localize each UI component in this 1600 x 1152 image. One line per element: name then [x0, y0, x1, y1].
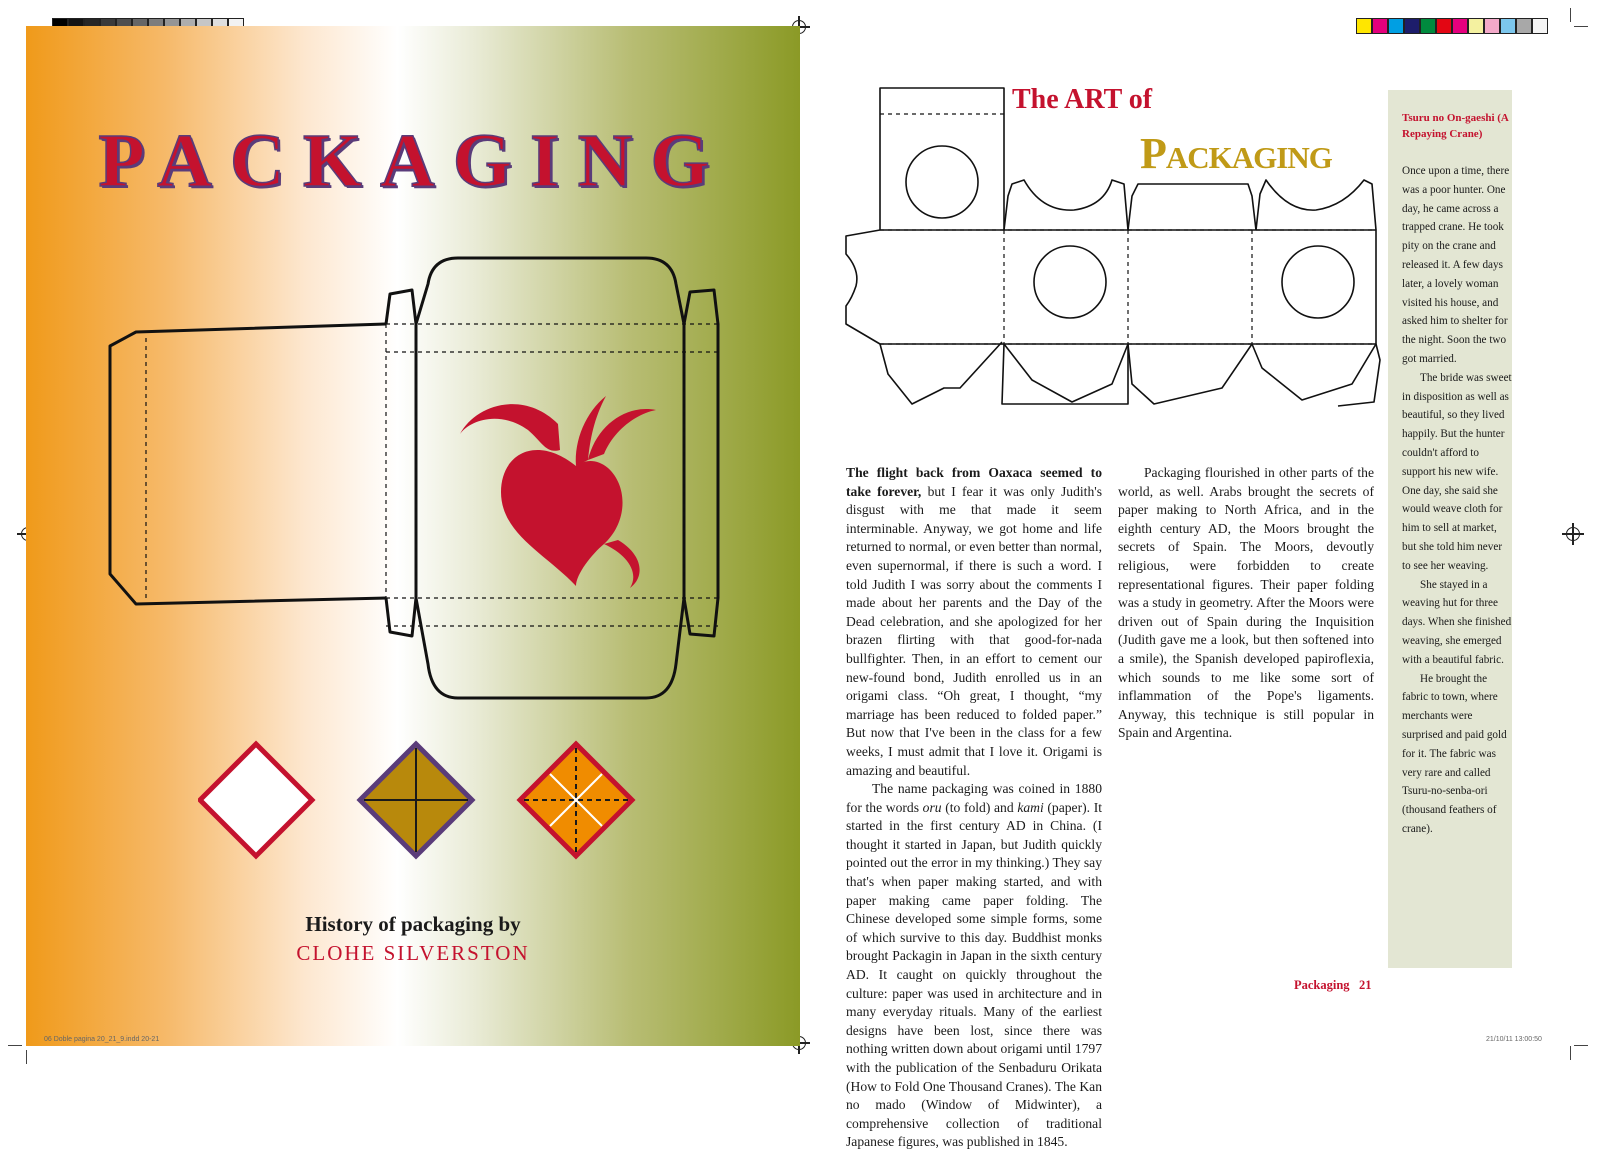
box-net-diagram [106, 254, 726, 704]
swirl-heart-icon [460, 396, 656, 588]
byline-prefix: History of packaging by [305, 912, 521, 936]
crop-mark [26, 1050, 27, 1064]
headline-top: The ART of [1012, 84, 1153, 115]
sidebar-title: Tsuru no On-gaeshi (A Repaying Crane) [1402, 112, 1509, 140]
diamond-row [198, 740, 638, 860]
color-swatch [1388, 18, 1404, 34]
sidebar-body [1402, 162, 1512, 839]
page-title: PACKAGING [98, 119, 728, 203]
color-swatch [1500, 18, 1516, 34]
sidebar-paragraph: The bride was sweet in disposition as well as beautiful, so they lived happily. But the hunter couldn't afford to support his new wife. One day, she said she would weave cloth for him to sell at market, but she told him never to see her weaving. [1402, 371, 1512, 572]
diamond-cross-icon [360, 744, 472, 856]
page-number: 21 [1358, 978, 1372, 992]
slug-right: 21/10/11 13:00:50 [1486, 1036, 1542, 1043]
slug-left: 06 Doble pagina 20_21_9.indd 20-21 [44, 1036, 160, 1043]
crop-mark [1570, 8, 1571, 22]
color-swatch [1420, 18, 1436, 34]
author-name: CLOHE SILVERSTON [296, 941, 530, 965]
article-text: The name packaging was coined in 1880 for the words [846, 781, 1102, 815]
color-swatch [1436, 18, 1452, 34]
diamond-star-icon [520, 744, 632, 856]
article-text: (to fold) and [941, 799, 1018, 815]
crop-mark [1570, 1046, 1571, 1060]
folio [1294, 978, 1371, 993]
crop-mark [8, 1045, 22, 1046]
color-swatch [1484, 18, 1500, 34]
sidebar-paragraph: Once upon a time, there was a poor hunter. One day, he came across a trapped crane. He took pity on the crane and released it. A few days later, a lovely woman visited his house, and asked him to shelter for the night. Soon the two got married. [1402, 165, 1510, 365]
sidebar-paragraph: She stayed in a weaving hut for three days. When she finished weaving, she emerged with a beautiful fabric. [1402, 578, 1512, 666]
left-page [26, 26, 800, 1046]
sidebar-paragraph: He brought the fabric to town, where merchants were surprised and paid gold for it. The fabric was very rare and called Tsuru-no-senba-ori (thousand feathers of crane). [1402, 672, 1507, 835]
sidebar-story [1388, 90, 1512, 968]
headline-bottom: Packaging [1140, 129, 1332, 178]
article-paragraph: Packaging flourished in other parts of the world, as well. Arabs brought the secrets of paper making to North Africa, and in the eighth century AD, the Moors brought the secrets of Spain. The Moors, devoutly religious, were forbidden to create representational figures. Their paper folding was a study in geometry. After the Moors were driven out of Spain during the Inquisition (Judith gave me a look, but then softened into a smile), the Spanish developed papiroflexia, which sounds to me like some sort of inflammation of the Pope's ligaments. Anyway, this technique is still popular in Spain and Argentina. [1118, 465, 1374, 741]
article-paragraph [846, 464, 1102, 780]
article-column-2 [1118, 464, 1374, 743]
article-paragraph [846, 780, 1102, 1152]
folio-label: Packaging [1294, 978, 1350, 992]
registration-mark-icon [1566, 527, 1580, 541]
color-swatch [1452, 18, 1468, 34]
color-swatch [1532, 18, 1548, 34]
article-lead: The flight back from Oaxaca seemed to take forever, [846, 465, 1102, 499]
byline [26, 912, 800, 966]
article-text: (paper). It started in the first century AD in China. (I thought it started in Japan, but Judith quickly pointed out the error in my thinking.) They say that's when paper making started, and with paper making came paper folding. The Chinese developed some simple forms, some of which survive to this day. Buddhist monks brought Packagin in Japan in the sixth century AD. It caught on quickly throughout the culture: paper was used in architecture and in many everyday rituals. Many of the earliest designs have been lost, since there was nothing written down about origami until 1797 with the publication of the Senbaduru Orikata (How to Fold One Thousand Cranes). The Kan no mado (Window of Midwinter), a comprehensive collection of traditional Japanese figures, was published in 1845. [846, 799, 1102, 1150]
color-swatch [1404, 18, 1420, 34]
article-text: but I fear it was only Judith's disgust with me that made it seem interminable. Anyway, we got home and life returned to normal, or even better than normal, even supernormal, if there is such a word. I told Judith I was sorry about the comments I made about her parents and the Day of the Dead celebration, and she apologized for her brazen flirting with that good-for-nada bullfighter. Then, in an effort to cement our new-found bond, Judith enrolled us in an origami class. “Oh great, I thought, “my marriage has been reduced to folded paper.” But now that I've been in the class for a few weeks, I must admit that I love it. Origami is amazing and beautiful. [846, 483, 1102, 778]
color-swatch [1356, 18, 1372, 34]
article-term: kami [1017, 799, 1044, 815]
color-swatch [1372, 18, 1388, 34]
color-swatch [1468, 18, 1484, 34]
color-swatch [1516, 18, 1532, 34]
article-term: oru [922, 799, 942, 815]
diamond-outline-icon [200, 744, 312, 856]
crop-mark [1574, 1045, 1588, 1046]
article-column-1 [846, 464, 1102, 1152]
crop-mark [1574, 26, 1588, 27]
